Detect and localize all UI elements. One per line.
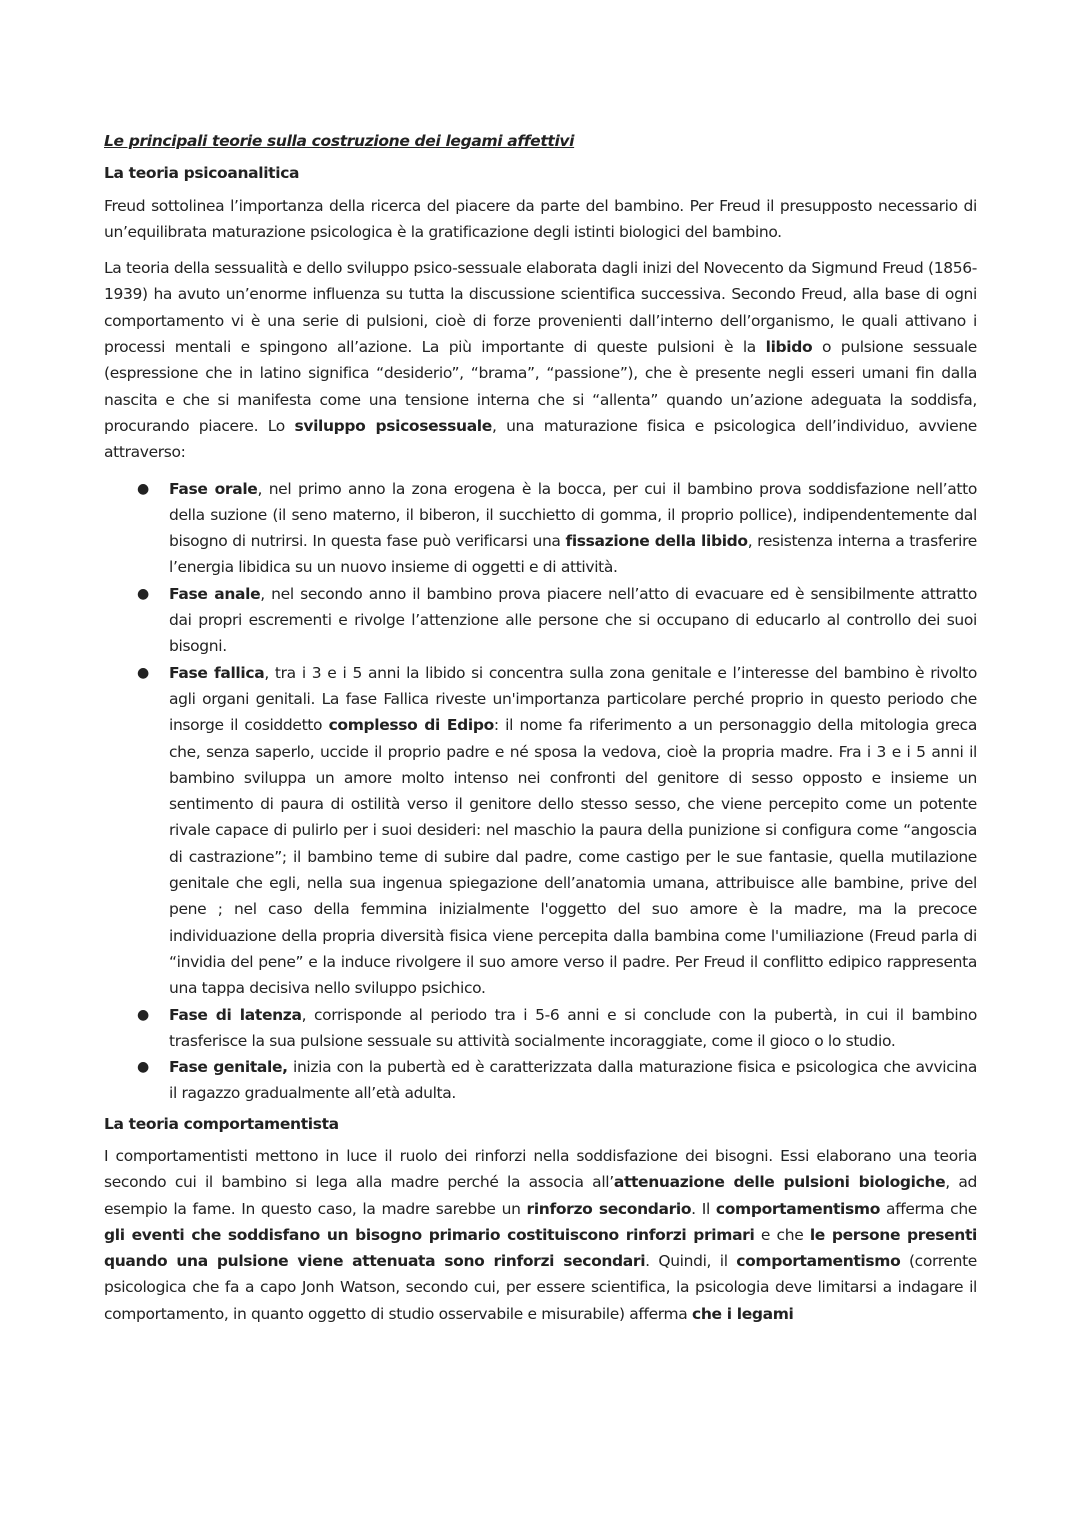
document-page [104, 128, 977, 1327]
section-heading-behaviorist: La teoria comportamentista [104, 1114, 339, 1133]
bold-term: attenuazione delle pulsioni biologiche [613, 1173, 946, 1192]
phase-name: Fase di latenza [169, 1005, 302, 1024]
paragraph-behaviorism [104, 1143, 977, 1327]
bold-term: fissazione della libido [565, 532, 748, 551]
list-item-phase-genital [104, 1054, 977, 1107]
bullet-icon: ● [137, 480, 149, 497]
list-item-phase-anal [104, 581, 977, 660]
phase-text: , tra i 3 e i 5 anni la libido si concentra sulla zona genitale e l’interesse del bambino è rivolto agli organi genitali. La fase Fallica riveste un'importanza particolare perché proprio in questo periodo che insorge il cosiddetto [169, 663, 977, 735]
text-run: (corrente psicologica che fa a capo Jonh Watson, secondo cui, per essere scientifica, la psicologia deve limitarsi a indagare il comportamento, in quanto oggetto di studio osservabile e misurabile) afferma [104, 1252, 977, 1323]
document-title: Le principali teorie sulla costruzione dei legami affettivi [104, 132, 575, 150]
phase-text: , resistenza interna a trasferire l’energia libidica su un nuovo insieme di oggetti e di attività. [169, 532, 977, 577]
text-run: I comportamentisti mettono in luce il ruolo dei rinforzi nella soddisfazione dei bisogni. Essi elaborano una teoria secondo cui il bambino si lega alla madre perché la associa all’ [104, 1146, 977, 1192]
text-run: o pulsione sessuale (espressione che in latino significa “desiderio”, “brama”, “passione”), che è presente negli esseri umani fin dalla nascita e che si manifesta come una tensione interna che si “allenta” quando un’azione adeguata la soddisfa, procurando piacere. Lo [104, 338, 977, 435]
bold-term-psychosexual-development: sviluppo psicosessuale [294, 416, 492, 435]
phase-text: inizia con la pubertà ed è caratterizzata dalla maturazione fisica e psicologica che avvicina il ragazzo gradualmente all’età adulta. [169, 1058, 977, 1103]
phase-name: Fase genitale, [169, 1058, 288, 1077]
paragraph-freud-intro: Freud sottolinea l’importanza della ricerca del piacere da parte del bambino. Per Freud il presupposto necessario di un’equilibrata maturazione psicologica è la gratificazione degli istinti biologici del bambino. [104, 196, 977, 241]
bold-term: gli eventi che soddisfano un bisogno primario costituiscono rinforzi primari [104, 1225, 755, 1244]
bullet-icon: ● [137, 1059, 149, 1076]
text-run: , una maturazione fisica e psicologica dell’individuo, avviene attraverso: [104, 416, 977, 462]
bold-term: rinforzo secondario [526, 1199, 692, 1218]
text-run: afferma che [880, 1199, 977, 1218]
phase-name: Fase orale [169, 479, 258, 498]
phase-name: Fase fallica [169, 663, 265, 682]
bold-term: che i legami [692, 1304, 794, 1323]
bold-term-libido: libido [765, 338, 813, 357]
text-run: e che [754, 1225, 810, 1244]
bold-term: le persone presenti quando una pulsione viene attenuata sono rinforzi secondari [104, 1225, 978, 1271]
phase-name: Fase anale [169, 584, 261, 603]
bullet-icon: ● [137, 664, 149, 681]
bullet-icon: ● [137, 1006, 149, 1023]
phase-text: , nel secondo anno il bambino prova piacere nell’atto di evacuare ed è sensibilmente attratto dai propri escrementi e rivolge l’attenzione alle persone che si occupano di educarlo al controllo dei suoi bisogni. [169, 584, 977, 656]
phase-text: : il nome fa riferimento a un personaggio della mitologia greca che, senza saperlo, uccide il proprio padre e né sposa la vedova, cioè la propria madre. Fra i 3 e i 5 anni il bambino sviluppa un amore molto intenso nei confronti del genitore di sesso opposto e insieme un sentimento di paura di ostilità verso il genitore dello stesso sesso, che viene percepito come un potente rivale capace di pulirlo per i suoi desideri: nel maschio la paura della punizione si configura come “angoscia di castrazione”; il bambino teme di subire dal padre, come castigo per le sue fantasie, quella mutilazione genitale che egli, nella sua ingenua spiegazione dell’anatomia umana, attribuisce alle bambine, prive del pene ; nel caso della femmina inizialmente l'oggetto del suo amore è la madre, ma la precoce individuazione della propria diversità fisica viene percepita dalla bambina come l'umiliazione (Freud parla di “invidia del pene” e la induce rivolgere il suo amore verso il padre. Per Freud il conflitto edipico rappresenta una tappa decisiva nello sviluppo psichico. [169, 716, 977, 998]
bold-term-oedipus: complesso di Edipo [328, 716, 494, 735]
list-item-phase-phallic [104, 660, 977, 1002]
phase-text: , corrisponde al periodo tra i 5-6 anni e si conclude con la pubertà, in cui il bambino trasferisce la sua pulsione sessuale su attività socialmente incoraggiate, come il gioco o lo studio. [169, 1005, 977, 1050]
phases-list [104, 476, 977, 1107]
list-item-phase-latency [104, 1002, 977, 1055]
list-item-phase-oral [104, 476, 977, 581]
text-run: . Quindi, il [645, 1252, 737, 1271]
bullet-icon: ● [137, 585, 149, 602]
bold-term: comportamentismo [736, 1252, 901, 1271]
section-heading-psychoanalytic: La teoria psicoanalitica [104, 164, 300, 183]
text-run: . Il [691, 1199, 716, 1218]
paragraph-freud-theory [104, 255, 977, 465]
text-run: , ad esempio la fame. In questo caso, la madre sarebbe un [104, 1173, 978, 1218]
text-run: La teoria della sessualità e dello sviluppo psico-sessuale elaborata dagli inizi del Novecento da Sigmund Freud (1856-1939) ha avuto un’enorme influenza su tutta la discussione scientifica successiva. Secondo Freud, alla base di ogni comportamento vi è una serie di pulsioni, cioè di forze provenienti dall’interno dell’organismo, le quali attivano i processi mentali e spingono all’azione. La più importante di queste pulsioni è la [104, 259, 977, 357]
phase-text: , nel primo anno la zona erogena è la bocca, per cui il bambino prova soddisfazione nell’atto della suzione (il seno materno, il biberon, il succhietto di gomma, il proprio pollice), indipendentemente dal bisogno di nutrirsi. In questa fase può verificarsi una [169, 479, 977, 551]
bold-term: comportamentismo [715, 1199, 880, 1218]
